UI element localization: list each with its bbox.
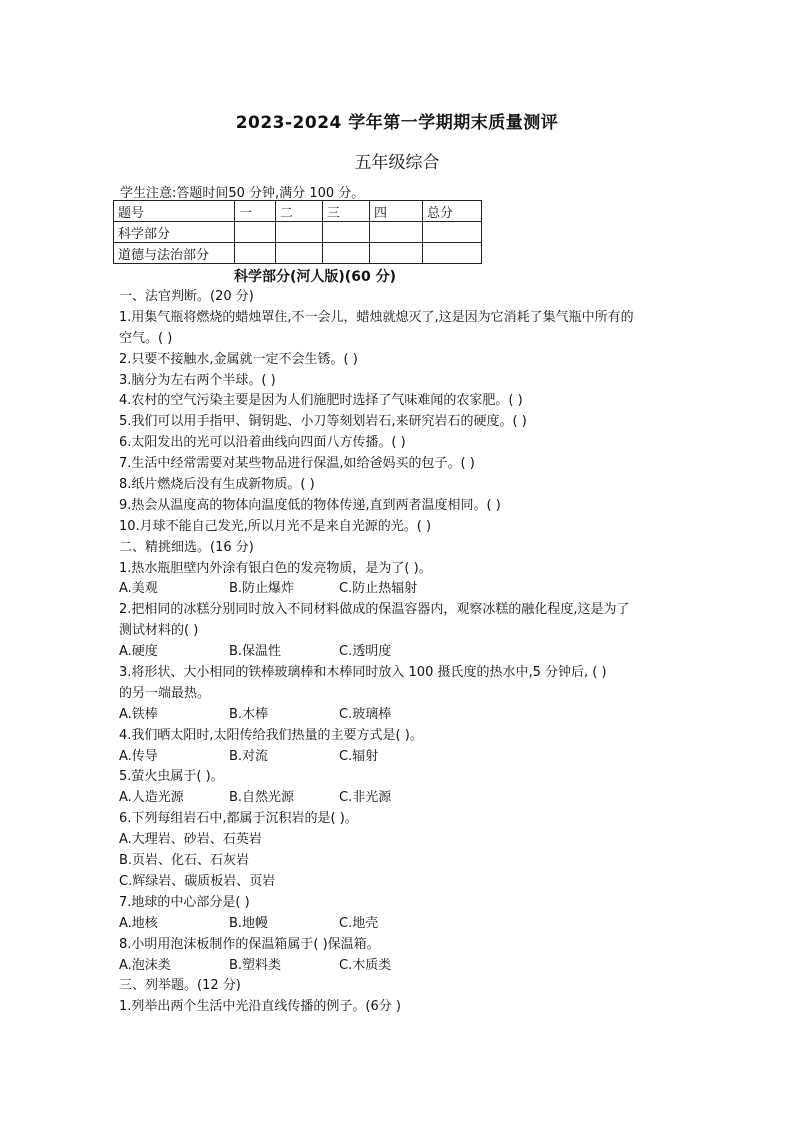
option: B.保温性 (229, 644, 282, 660)
score-table-header-row (114, 201, 482, 222)
option: A.传导 (119, 748, 158, 764)
score-cell[interactable] (276, 243, 323, 264)
score-cell[interactable] (370, 243, 423, 264)
option: C.玻璃棒 (339, 706, 392, 722)
option: B.自然光源 (229, 790, 295, 806)
choice-options (119, 914, 679, 935)
student-notice: 学生注意:答题时间50 分钟,满分 100 分。 (120, 186, 365, 201)
score-row-label: 道德与法治部分 (114, 243, 235, 264)
choice-options (119, 956, 679, 977)
score-cell[interactable] (235, 222, 276, 243)
score-cell[interactable] (276, 222, 323, 243)
section-heading: 三、列举题。(12 分) (119, 978, 241, 994)
section-heading: 一、法官判断。(20 分) (119, 289, 254, 304)
score-cell[interactable] (370, 222, 423, 243)
question-body (119, 287, 679, 1018)
choice-question: 的另一端最热。 (119, 685, 211, 701)
option: C.防止热辐射 (339, 581, 418, 597)
option: A.铁棒 (119, 706, 158, 722)
option: C.透明度 (339, 644, 392, 660)
choice-question: 5.萤火虫属于( )。 (119, 769, 224, 785)
option: B.塑料类 (229, 957, 282, 973)
choice-options (119, 788, 679, 809)
score-table-row (114, 222, 482, 243)
option: A.硬度 (119, 644, 158, 660)
option: C.非光源 (339, 790, 392, 806)
section-heading: 二、精挑细选。(16 分) (119, 539, 254, 555)
score-cell[interactable] (323, 222, 370, 243)
option: A.美观 (119, 581, 158, 597)
choice-question: 8.小明用泡沫板制作的保温箱属于( )保温箱。 (119, 936, 380, 952)
exam-subtitle: 五年级综合 (354, 153, 440, 173)
choice-question: 1.热水瓶胆壁内外涂有银白色的发亮物质，是为了( )。 (119, 560, 432, 576)
score-table (113, 200, 482, 264)
option: A.泡沫类 (119, 957, 171, 973)
score-header-cell: 题号 (114, 201, 235, 222)
choice-options (119, 705, 679, 726)
option: A.地核 (119, 915, 158, 931)
option: B.对流 (229, 748, 269, 764)
score-row-label: 科学部分 (114, 222, 235, 243)
option: B.地幔 (229, 915, 269, 931)
score-cell[interactable] (423, 243, 482, 264)
judge-question: 5.我们可以用手指甲、铜钥匙、小刀等刻划岩石,来研究岩石的硬度。( ) (119, 414, 527, 430)
score-header-cell: 二 (276, 201, 323, 222)
score-table-row (114, 243, 482, 264)
score-cell[interactable] (323, 243, 370, 264)
judge-question: 6.太阳发出的光可以沿着曲线向四面八方传播。( ) (119, 435, 406, 451)
choice-question: 4.我们晒太阳时,太阳传给我们热量的主要方式是( )。 (119, 727, 423, 743)
exam-title: 2023-2024 学年第一学期期末质量测评 (235, 113, 559, 133)
judge-question: 10.月球不能自己发光,所以月光不是来自光源的光。( ) (119, 518, 432, 534)
judge-question: 2.只要不接触水,金属就一定不会生锈。( ) (119, 351, 358, 367)
score-cell[interactable] (235, 243, 276, 264)
option: C.辐射 (339, 748, 379, 764)
option: B.木棒 (229, 706, 269, 722)
option: B.防止爆炸 (229, 581, 295, 597)
score-header-cell: 一 (235, 201, 276, 222)
judge-question: 3.脑分为左右两个半球。( ) (119, 372, 276, 388)
option: C.辉绿岩、碳质板岩、页岩 (119, 873, 276, 889)
choice-question: 7.地球的中心部分是( ) (119, 894, 250, 910)
judge-question: 4.农村的空气污染主要是因为人们施肥时选择了气味难闻的农家肥。( ) (119, 393, 523, 409)
judge-question: 8.纸片燃烧后没有生成新物质。( ) (119, 477, 315, 493)
score-header-cell: 总分 (423, 201, 482, 222)
option: C.木质类 (339, 957, 392, 973)
option: A.大理岩、砂岩、石英岩 (119, 832, 262, 848)
option: A.人造光源 (119, 790, 184, 806)
score-header-cell: 四 (370, 201, 423, 222)
option: C.地壳 (339, 915, 379, 931)
choice-options (119, 579, 679, 600)
choice-options (119, 642, 679, 663)
choice-question: 6.下列每组岩石中,都属于沉积岩的是( )。 (119, 811, 358, 827)
judge-question: 1.用集气瓶将燃烧的蜡烛罩住,不一会儿，蜡烛就熄灭了,这是因为它消耗了集气瓶中所有的 (119, 309, 634, 325)
choice-question: 测试材料的( ) (119, 623, 199, 639)
science-section-title: 科学部分(河人版)(60 分) (234, 269, 396, 285)
choice-options (119, 747, 679, 768)
score-header-cell: 三 (323, 201, 370, 222)
option: B.页岩、化石、石灰岩 (119, 853, 250, 869)
list-question: 1.列举出两个生活中光沿直线传播的例子。(6分 ) (119, 999, 401, 1015)
judge-question: 7.生活中经常需要对某些物品进行保温,如给爸妈买的包子。( ) (119, 456, 475, 472)
choice-question: 2.把相同的冰糕分别同时放入不同材料做成的保温容器内，观察冰糕的融化程度,这是为了 (119, 602, 630, 618)
choice-question: 3.将形状、大小相同的铁棒玻璃棒和木棒同时放入 100 摄氏度的热水中,5 分钟后, ( ) (119, 665, 607, 681)
judge-question: 空气。( ) (119, 330, 173, 346)
judge-question: 9.热会从温度高的物体向温度低的物体传递,直到两者温度相同。( ) (119, 497, 501, 513)
score-cell[interactable] (423, 222, 482, 243)
